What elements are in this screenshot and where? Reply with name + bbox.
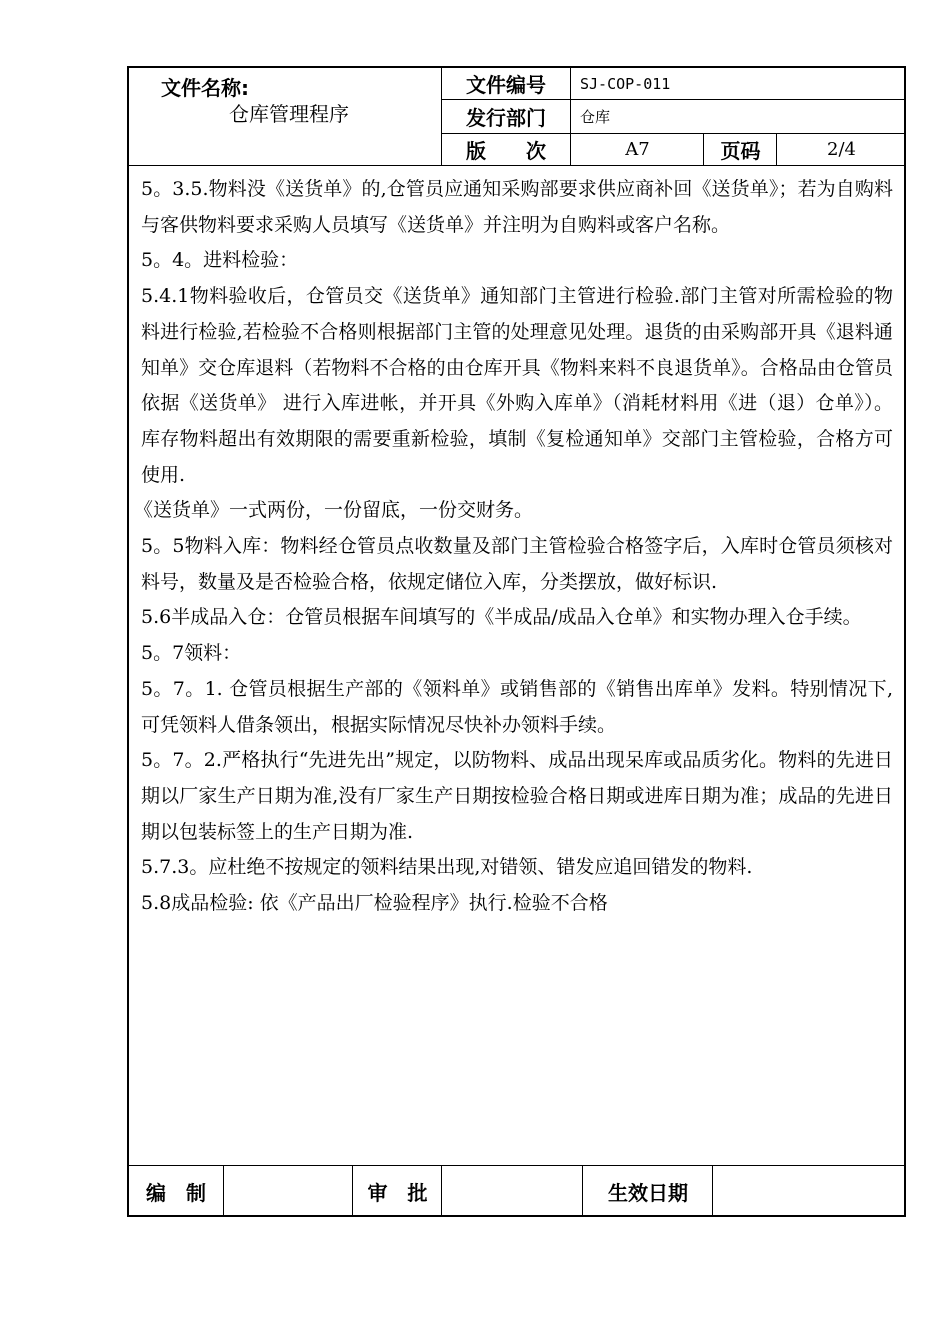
paragraph: 5。7。1. 仓管员根据生产部的《领料单》或销售部的《销售出库单》发料。特别情况下,可凭领料人借条领出，根据实际情况尽快补办领料手续。 [141, 677, 893, 736]
footer-divider [712, 1165, 713, 1216]
paragraph: 5.4.1物料验收后，仓管员交《送货单》通知部门主管进行检验.部门主管对所需检验的物料进行检验,若检验不合格则根据部门主管的处理意见处理。退货的由采购部开具《退料通知单》交仓库退料（若物料不合格的由仓库开具《物料来料不良退货单》。合格品由仓管员依据《送货单》 进行入库进帐，并开具《外购入库单》（消耗材料用《进（退）仓单》）。库存物料超出有效期限的需要重新检验，填制《复检通知单》交部门主管检验，合格方可使用. [141, 285, 893, 486]
footer-divider [441, 1165, 442, 1216]
paragraph: 5.7.3。应杜绝不按规定的领料结果出现,对错领、错发应追回错发的物料. [141, 856, 753, 879]
document-body [134, 172, 893, 922]
footer-divider [582, 1165, 583, 1216]
prepared-by-label: 编 制 [146, 1180, 206, 1205]
page-value: 2/4 [827, 139, 856, 160]
page-label: 页码 [720, 139, 761, 163]
effective-date-value [714, 1167, 904, 1215]
header-divider [703, 134, 704, 166]
footer-top-line [129, 1165, 905, 1166]
approved-by-label: 审 批 [367, 1180, 428, 1205]
file-number-value: SJ-COP-011 [580, 74, 671, 93]
file-number-label: 文件编号 [466, 73, 546, 97]
paragraph: 《送货单》一式两份，一份留底，一份交财务。 [134, 499, 534, 522]
file-name-label: 文件名称: [161, 76, 249, 100]
header-bottom-line [129, 165, 905, 166]
footer-divider [352, 1165, 353, 1216]
approved-by-value [443, 1167, 582, 1215]
paragraph: 5.8成品检验: 依《产品出厂检验程序》执行.检验不合格 [141, 892, 608, 915]
department-label: 发行部门 [466, 106, 546, 130]
version-value: A7 [625, 139, 650, 160]
document-frame [127, 66, 906, 1217]
prepared-by-value [225, 1167, 352, 1215]
paragraph: 5。4。进料检验： [141, 249, 299, 272]
header-divider [570, 68, 571, 166]
paragraph: 5。3.5.物料没《送货单》的,仓管员应通知采购部要求供应商补回《送货单》；若为自购料与客供物料要求采购人员填写《送货单》并注明为自购料或客户名称。 [141, 178, 893, 236]
version-label: 版 次 [466, 139, 546, 163]
paragraph: 5。7领料： [141, 642, 242, 665]
footer-divider [223, 1165, 224, 1216]
header-divider [776, 134, 777, 166]
effective-date-label: 生效日期 [608, 1180, 688, 1205]
department-value: 仓库 [580, 108, 611, 126]
file-name-value: 仓库管理程序 [229, 102, 349, 126]
paragraph: 5.6半成品入仓：仓管员根据车间填写的《半成品/成品入仓单》和实物办理入仓手续。 [141, 606, 862, 629]
paragraph: 5。5物料入库：物料经仓管员点收数量及部门主管检验合格签字后，入库时仓管员须核对料号，数量及是否检验合格，依规定储位入库，分类摆放，做好标识. [141, 535, 893, 593]
paragraph: 5。7。2.严格执行“先进先出”规定，以防物料、成品出现呆库或品质劣化。物料的先进日期以厂家生产日期为准,没有厂家生产日期按检验合格日期或进库日期为准；成品的先进日期以包装标签上的生产日期为准. [141, 749, 893, 843]
